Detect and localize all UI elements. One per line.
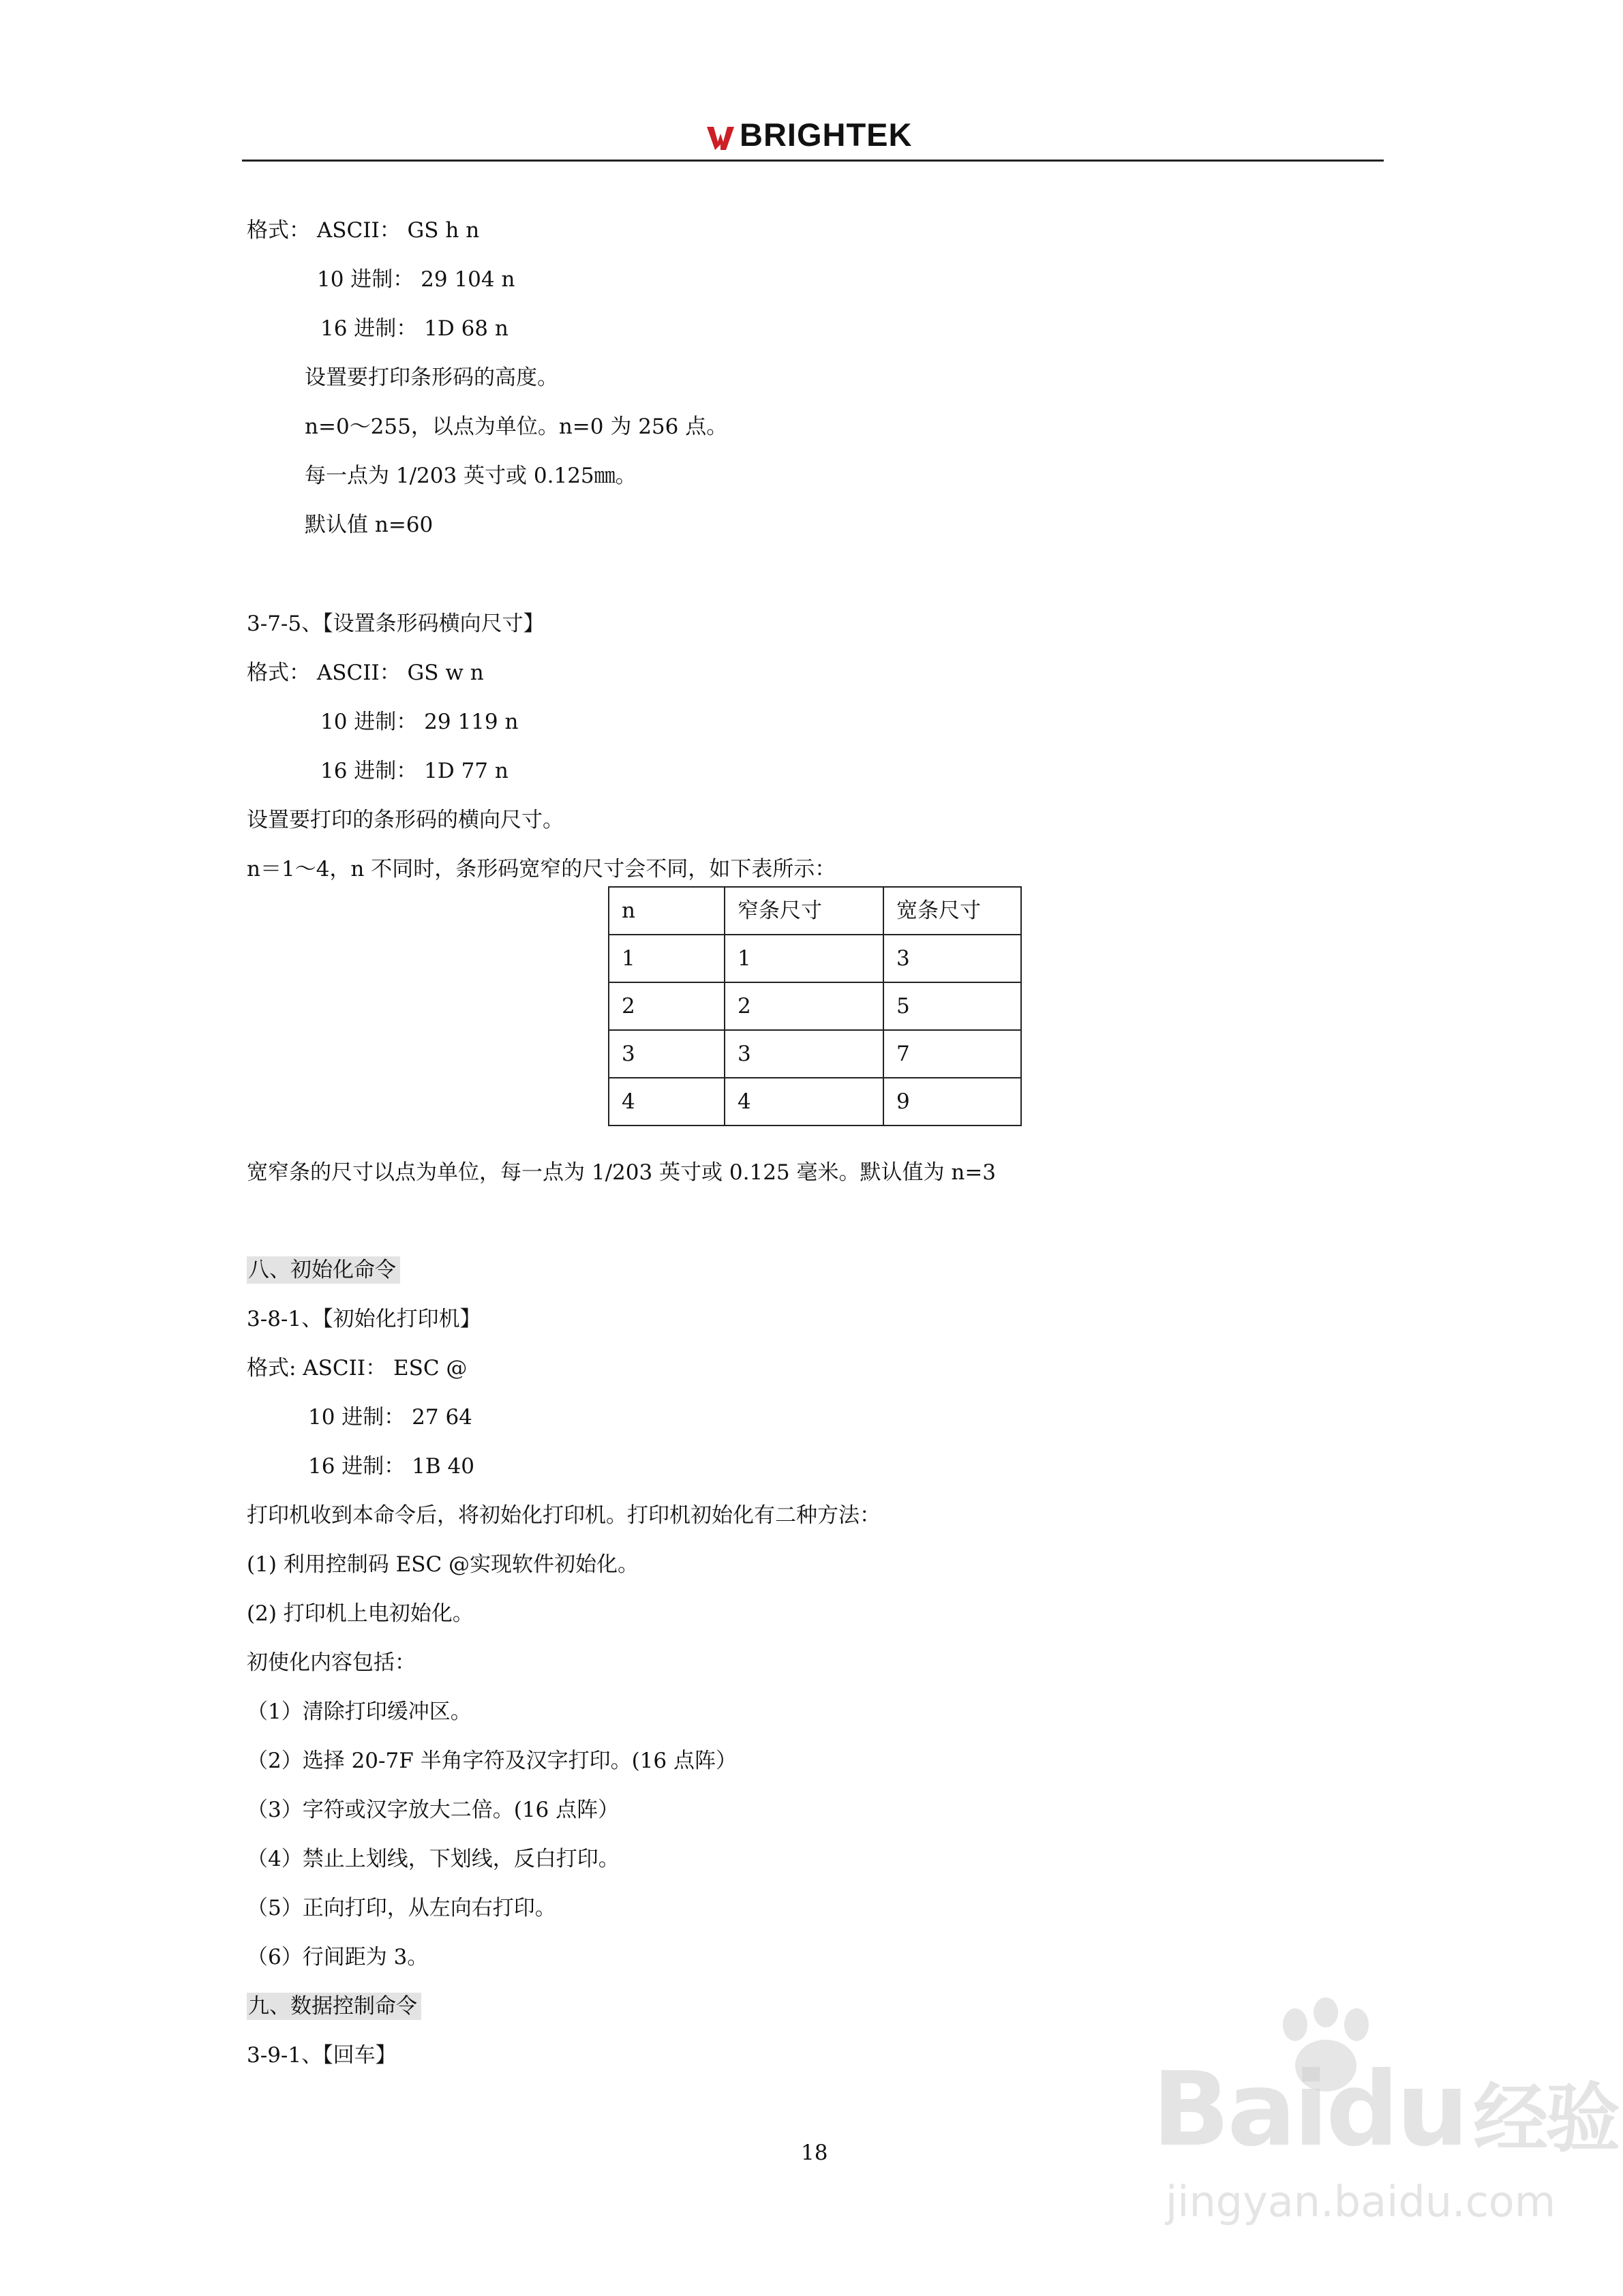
watermark-url: jingyan.baidu.com bbox=[1166, 2177, 1556, 2226]
watermark-cn: 经验 bbox=[1473, 2075, 1618, 2162]
table-cell: 3 bbox=[725, 1030, 883, 1078]
brand-logo bbox=[706, 116, 912, 154]
brightek-logo-icon bbox=[706, 124, 735, 151]
chapter-heading-text: 九、数据控制命令 bbox=[247, 1993, 421, 2020]
chapter-heading-text: 八、初始化命令 bbox=[247, 1256, 400, 1284]
table-cell: 4 bbox=[609, 1078, 725, 1126]
table-cell: 9 bbox=[883, 1078, 1021, 1126]
section-heading-3-8-1: 3-8-1、【初始化打印机】 bbox=[247, 1307, 481, 1331]
chapter-heading-init bbox=[247, 1256, 400, 1284]
table-cell: 7 bbox=[883, 1030, 1021, 1078]
decimal-line-gs-w: 10 进制： 29 119 n bbox=[320, 710, 519, 734]
table-cell: 2 bbox=[609, 982, 725, 1030]
section-heading-3-7-5: 3-7-5、【设置条形码横向尺寸】 bbox=[247, 611, 545, 636]
table-intro: n＝1～4，n 不同时，条形码宽窄的尺寸会不同，如下表所示： bbox=[247, 857, 836, 881]
table-header-row bbox=[609, 887, 1021, 935]
table-cell: 2 bbox=[725, 982, 883, 1030]
table-cell: 1 bbox=[725, 935, 883, 982]
table-row bbox=[609, 935, 1021, 982]
size-note: 宽窄条的尺寸以点为单位，每一点为 1/203 英寸或 0.125 毫米。默认值为 n=3 bbox=[247, 1160, 997, 1185]
table-cell: 4 bbox=[725, 1078, 883, 1126]
watermark-baidu bbox=[1152, 2052, 1618, 2177]
table-cell: 5 bbox=[883, 982, 1021, 1030]
init-method-2: (2) 打印机上电初始化。 bbox=[247, 1601, 474, 1626]
init-item-4: （4）禁止上划线，下划线，反白打印。 bbox=[247, 1847, 620, 1871]
hex-line-esc-at: 16 进制： 1B 40 bbox=[308, 1454, 474, 1479]
init-item-5: （5）正向打印，从左向右打印。 bbox=[247, 1896, 556, 1920]
bar-width-table bbox=[608, 886, 1022, 1126]
decimal-line-gs-h: 10 进制： 29 104 n bbox=[317, 267, 515, 292]
init-item-3: （3）字符或汉字放大二倍。(16 点阵） bbox=[247, 1798, 620, 1822]
watermark-brand: Bai bbox=[1152, 2051, 1326, 2169]
format-line-gs-h: 格式： ASCII： GS h n bbox=[247, 218, 480, 243]
dot-note: 每一点为 1/203 英寸或 0.125㎜。 bbox=[305, 464, 637, 488]
init-item-1: （1）清除打印缓冲区。 bbox=[247, 1700, 472, 1724]
header-rule bbox=[242, 160, 1384, 162]
init-item-6: （6）行间距为 3。 bbox=[247, 1945, 429, 1969]
table-header-cell: 窄条尺寸 bbox=[725, 887, 883, 935]
table-header-cell: 宽条尺寸 bbox=[883, 887, 1021, 935]
table-cell: 3 bbox=[609, 1030, 725, 1078]
table-cell: 1 bbox=[609, 935, 725, 982]
table-row bbox=[609, 982, 1021, 1030]
section-heading-3-9-1: 3-9-1、【回车】 bbox=[247, 2043, 397, 2068]
table-cell: 3 bbox=[883, 935, 1021, 982]
chapter-heading-data-control bbox=[247, 1993, 421, 2020]
table-row bbox=[609, 1078, 1021, 1126]
init-contents-heading: 初使化内容包括： bbox=[247, 1650, 416, 1675]
format-line-gs-w: 格式： ASCII： GS w n bbox=[247, 661, 484, 685]
description: 设置要打印的条形码的横向尺寸。 bbox=[247, 808, 564, 832]
watermark-brand2: du bbox=[1325, 2051, 1467, 2169]
init-description: 打印机收到本命令后，将初始化打印机。打印机初始化有二种方法： bbox=[247, 1503, 881, 1528]
range-note: n=0～255，以点为单位。n=0 为 256 点。 bbox=[305, 414, 728, 439]
format-line-esc-at: 格式: ASCII： ESC @ bbox=[247, 1356, 468, 1380]
description: 设置要打印条形码的高度。 bbox=[305, 365, 558, 390]
default-note: 默认值 n=60 bbox=[305, 513, 434, 537]
init-item-2: （2）选择 20-7F 半角字符及汉字打印。(16 点阵） bbox=[247, 1749, 737, 1773]
hex-line-gs-h: 16 进制： 1D 68 n bbox=[320, 316, 509, 341]
table-header-cell: n bbox=[609, 887, 725, 935]
init-method-1: (1) 利用控制码 ESC @实现软件初始化。 bbox=[247, 1552, 639, 1577]
hex-line-gs-w: 16 进制： 1D 77 n bbox=[320, 759, 509, 783]
logo-text: BRIGHTEK bbox=[740, 117, 913, 153]
decimal-line-esc-at: 10 进制： 27 64 bbox=[308, 1405, 472, 1430]
table-row bbox=[609, 1030, 1021, 1078]
page-number: 18 bbox=[801, 2141, 828, 2165]
